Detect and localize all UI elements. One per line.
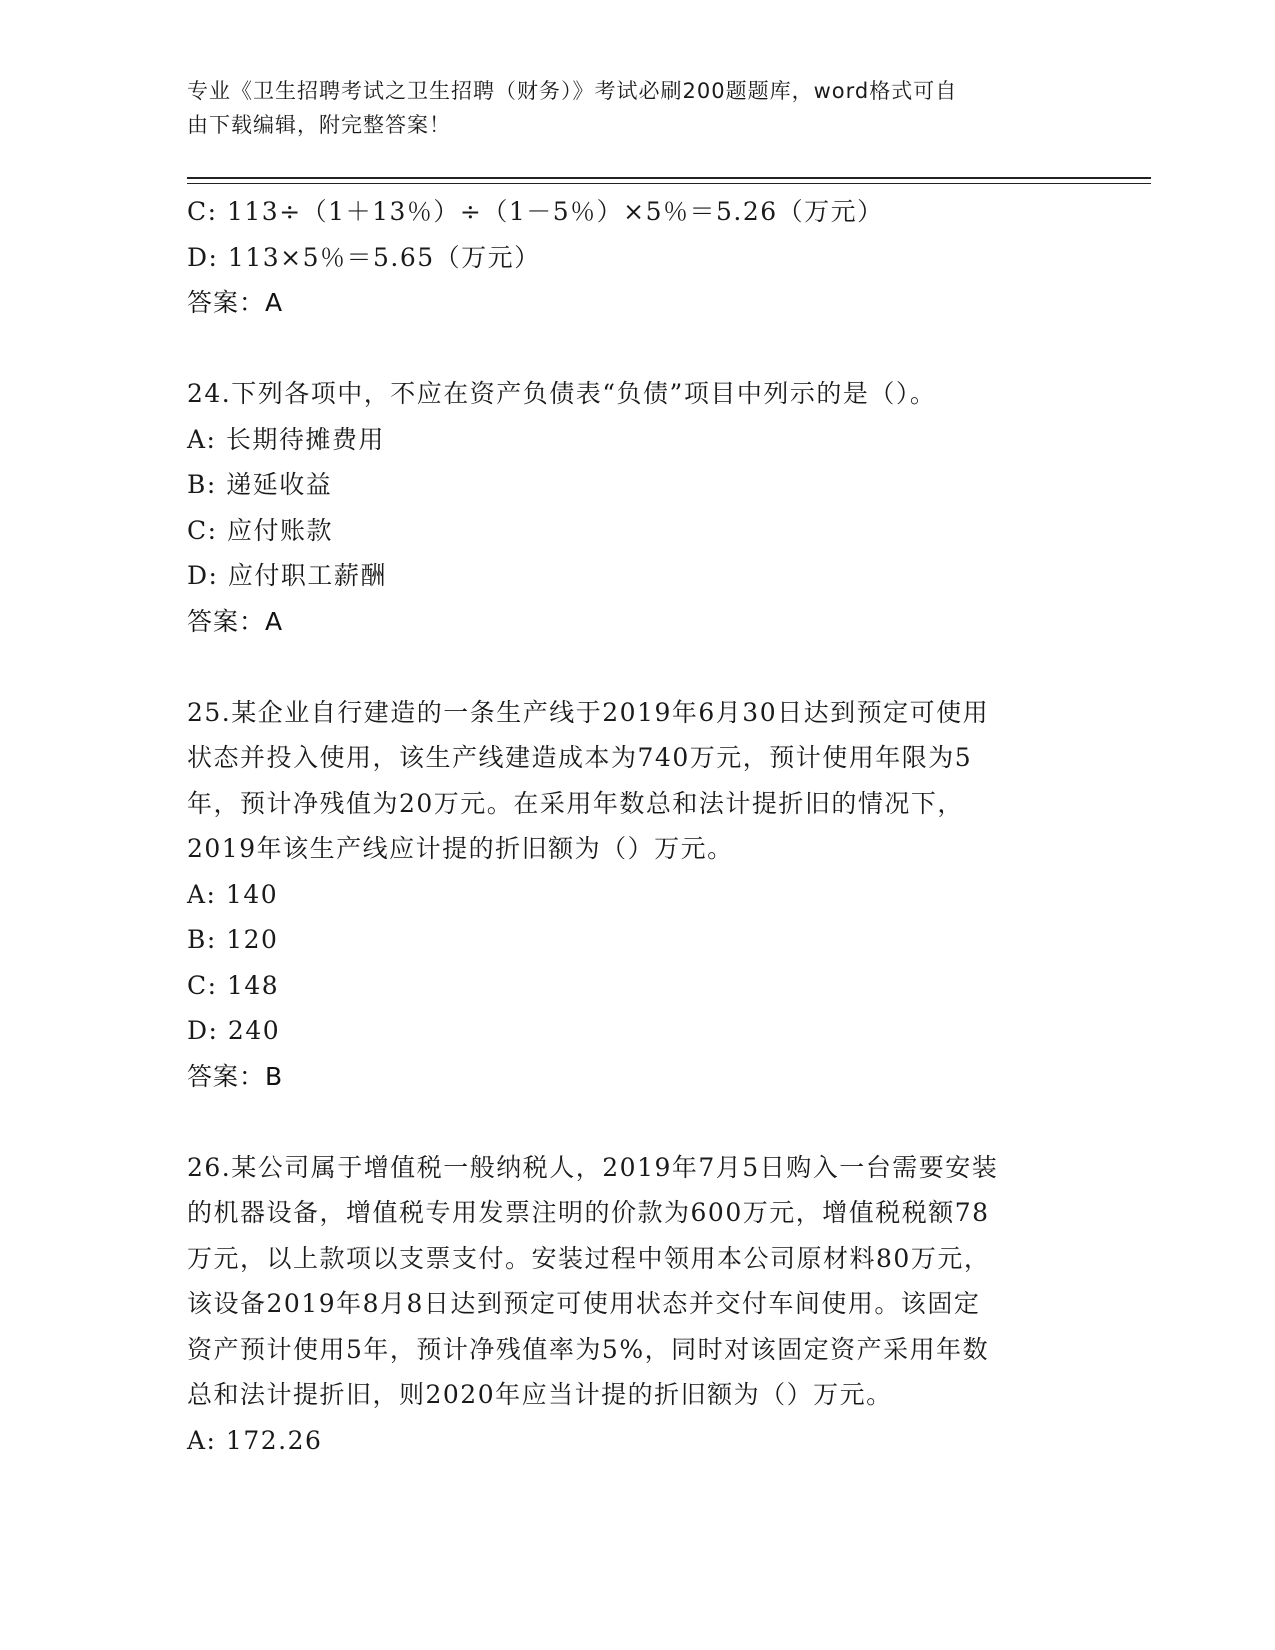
question-stem-line: 25.某企业自行建造的一条生产线于2019年6月30日达到预定可使用: [187, 697, 990, 727]
question-stem-line: 该设备2019年8月8日达到预定可使用状态并交付车间使用。该固定: [187, 1289, 981, 1318]
option-d: D: 240: [187, 1016, 281, 1045]
question-25: [187, 690, 1087, 1100]
option-d: D: 113×5％＝5.65（万元）: [187, 242, 541, 272]
option-a: A: 140: [187, 879, 279, 909]
option-d: D: 应付职工薪酬: [187, 561, 387, 590]
header-line-1: 专业《卫生招聘考试之卫生招聘（财务）》考试必刷200题题库，word格式可自: [187, 79, 958, 103]
document-header: [187, 74, 1067, 142]
spacer: [187, 644, 1087, 690]
option-a: A: 长期待摊费用: [187, 424, 385, 454]
question-stem-line: 资产预计使用5年，预计净残值率为5%，同时对该固定资产采用年数: [187, 1334, 990, 1364]
question-stem: 24.下列各项中，不应在资产负债表“负债”项目中列示的是（）。: [187, 379, 937, 408]
option-a: A: 172.26: [187, 1425, 323, 1455]
answer-line: 答案：A: [187, 606, 284, 636]
option-c: C: 应付账款: [187, 515, 333, 545]
spacer: [187, 326, 1087, 372]
question-24: [187, 371, 1087, 644]
answer-line: 答案：B: [187, 1061, 284, 1091]
question-23-tail: [187, 189, 1087, 326]
option-c: C: 113÷（1＋13％）÷（1－5％）×5％＝5.26（万元）: [187, 197, 884, 226]
header-rule-thin: [187, 183, 1151, 184]
option-c: C: 148: [187, 970, 280, 1000]
question-26: [187, 1145, 1087, 1464]
spacer: [187, 1099, 1087, 1145]
header-line-2: 由下载编辑，附完整答案！: [187, 113, 451, 137]
question-stem-line: 万元，以上款项以支票支付。安装过程中领用本公司原材料80万元，: [187, 1243, 991, 1273]
option-b: B: 120: [187, 925, 279, 954]
question-stem-line: 的机器设备，增值税专用发票注明的价款为600万元，增值税税额78: [187, 1198, 990, 1227]
question-stem-line: 26.某公司属于增值税一般纳税人，2019年7月5日购入一台需要安装: [187, 1152, 999, 1182]
option-b: B: 递延收益: [187, 470, 333, 499]
question-stem-line: 总和法计提折旧，则2020年应当计提的折旧额为（）万元。: [187, 1380, 893, 1409]
question-content: [187, 189, 1087, 1463]
question-stem-line: 状态并投入使用，该生产线建造成本为740万元，预计使用年限为5: [187, 743, 973, 772]
answer-line: 答案：A: [187, 288, 284, 317]
question-stem-line: 年，预计净残值为20万元。在采用年数总和法计提折旧的情况下，: [187, 788, 964, 818]
header-rule-thick: [187, 177, 1151, 179]
question-stem-line: 2019年该生产线应计提的折旧额为（）万元。: [187, 834, 734, 863]
